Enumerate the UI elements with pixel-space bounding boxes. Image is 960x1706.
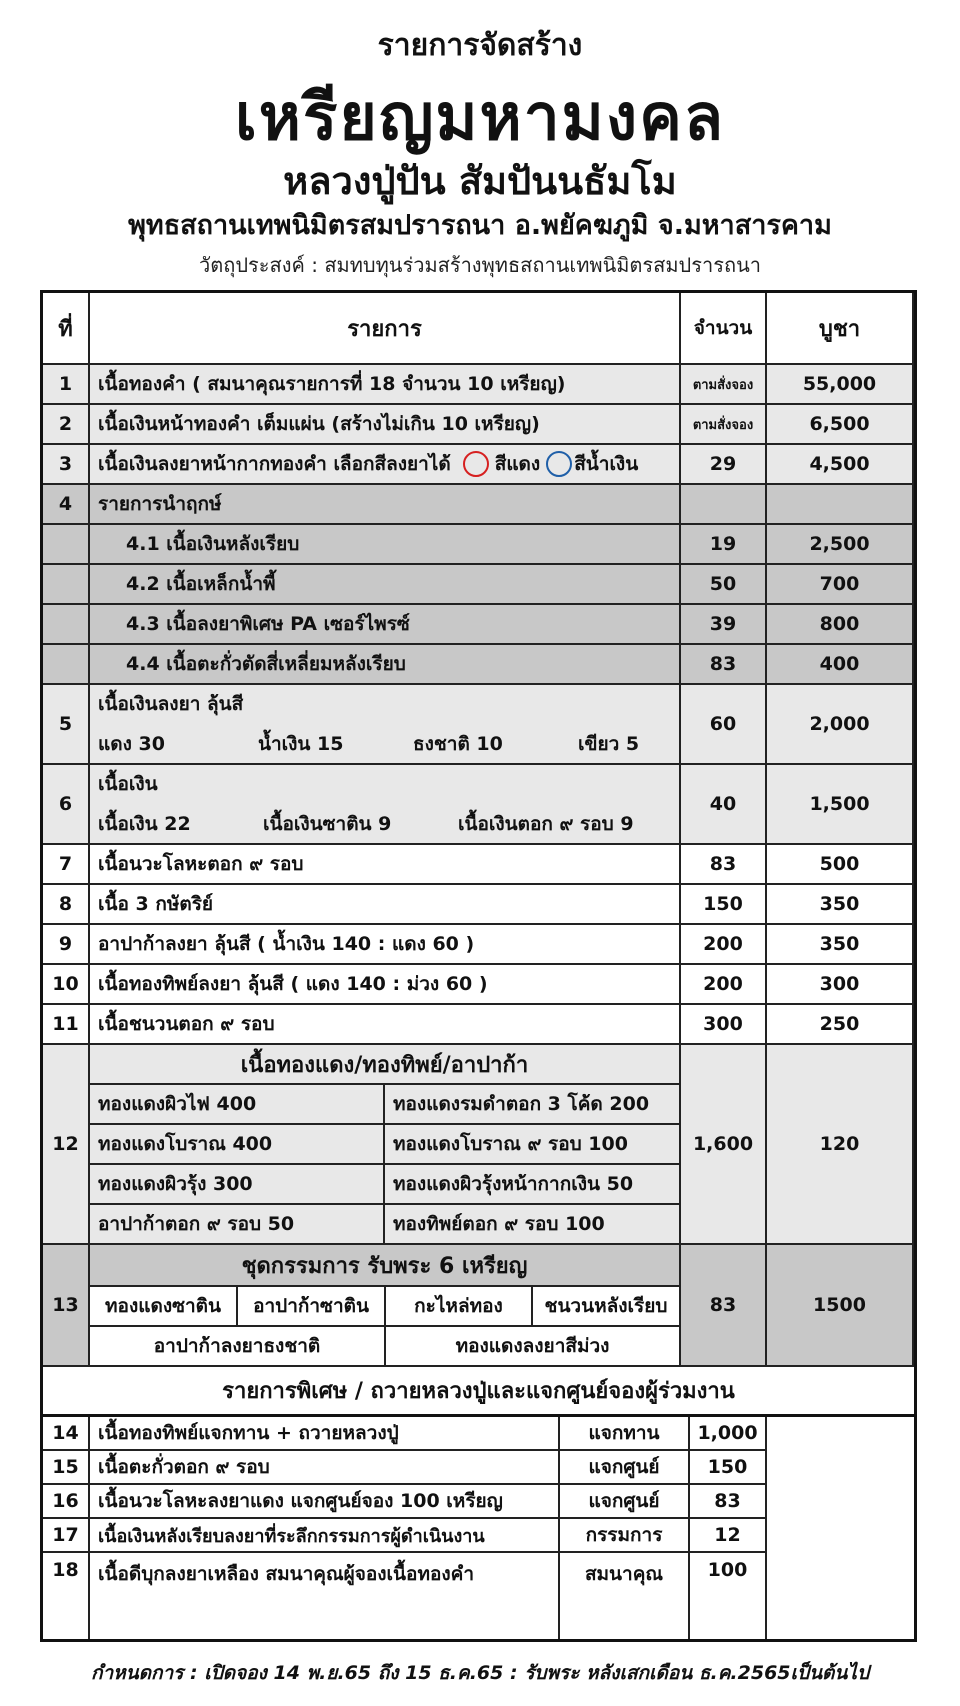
row-12-qty: 1,600 <box>681 1045 767 1245</box>
row-7-item: เนื้อนวะโลหะตอก ๙ รอบ <box>90 845 681 885</box>
row-13-item-3: กะไหล่ทอง <box>386 1287 533 1327</box>
row-10-item: เนื้อทองทิพย์ลงยา ลุ้นสี ( แดง 140 : ม่วง 60 ) <box>90 965 681 1005</box>
row-10-qty: 200 <box>681 965 767 1005</box>
row-13-title: ชุดกรรมการ รับพระ 6 เหรียญ <box>90 1245 681 1287</box>
row-3-price: 4,500 <box>767 445 914 485</box>
row-18-item: เนื้อดีบุกลงยาเหลือง สมนาคุณผู้จองเนื้อทองคำ <box>90 1553 560 1639</box>
row-6-price: 1,500 <box>767 765 914 845</box>
row-6-sub-items <box>98 804 634 844</box>
row-13-item-6: ทองแดงลงยาสีม่วง <box>386 1327 681 1367</box>
row-5-no: 5 <box>43 685 90 765</box>
row-4-1-item: 4.1 เนื้อเงินหลังเรียบ <box>90 525 681 565</box>
col-header-item: รายการ <box>90 293 681 365</box>
row-9-qty: 200 <box>681 925 767 965</box>
row-17-item: เนื้อเงินหลังเรียบลงยาที่ระลึกกรรมการผู้ดำเนินงาน <box>90 1519 560 1553</box>
row-7-price: 500 <box>767 845 914 885</box>
row-2-qty: ตามสั่งจอง <box>681 405 767 445</box>
row-2-no: 2 <box>43 405 90 445</box>
row-12-item-4: ทองแดงโบราณ ๙ รอบ 100 <box>385 1125 681 1165</box>
header-objective: วัตถุประสงค์ : สมทบทุนร่วมสร้างพุทธสถานเทพนิมิตรสมปรารถนา <box>199 253 761 277</box>
row-9-item: อาปาก้าลงยา ลุ้นสี ( น้ำเงิน 140 : แดง 60 ) <box>90 925 681 965</box>
row-12-item-2: ทองแดงรมดำตอก 3 โค้ด 200 <box>385 1085 681 1125</box>
row-11-no: 11 <box>43 1005 90 1045</box>
row-3-red-label: สีแดง <box>494 453 541 475</box>
row-14-item: เนื้อทองทิพย์แจกทาน + ถวายหลวงปู่ <box>90 1417 560 1451</box>
row-2-item: เนื้อเงินหน้าทองคำ เต็มแผ่น (สร้างไม่เกิน 10 เหรียญ) <box>90 405 681 445</box>
row-7-qty: 83 <box>681 845 767 885</box>
row-13-item-1: ทองแดงซาติน <box>90 1287 238 1327</box>
row-8-item: เนื้อ 3 กษัตริย์ <box>90 885 681 925</box>
row-4-3-price: 800 <box>767 605 914 645</box>
row-1-qty: ตามสั่งจอง <box>681 365 767 405</box>
row-5-item-cell <box>90 685 681 765</box>
row-9-no: 9 <box>43 925 90 965</box>
header-location: พุทธสถานเทพนิมิตรสมปรารถนา อ.พยัคฆภูมิ จ.มหาสารคาม <box>128 210 832 241</box>
row-5-sub-2: น้ำเงิน 15 <box>258 733 344 755</box>
row-5-sub-4: เขียว 5 <box>578 733 640 755</box>
row-4-4-qty: 83 <box>681 645 767 685</box>
row-17-no: 17 <box>43 1519 90 1553</box>
row-5-price: 2,000 <box>767 685 914 765</box>
row-12-item-7: อาปาก้าตอก ๙ รอบ 50 <box>90 1205 385 1245</box>
row-14-no: 14 <box>43 1417 90 1451</box>
row-17-qty: 12 <box>690 1519 767 1553</box>
row-6-sub-3: เนื้อเงินตอก ๙ รอบ 9 <box>458 813 634 835</box>
row-4-1-qty: 19 <box>681 525 767 565</box>
row-13-qty: 83 <box>681 1245 767 1367</box>
row-4-price <box>767 485 914 525</box>
row-12-item-1: ทองแดงผิวไฟ 400 <box>90 1085 385 1125</box>
row-10-no: 10 <box>43 965 90 1005</box>
row-13-no: 13 <box>43 1245 90 1367</box>
row-4-no: 4 <box>43 485 90 525</box>
row-1-no: 1 <box>43 365 90 405</box>
special-blank-column <box>767 1417 914 1639</box>
special-title: รายการพิเศษ / ถวายหลวงปู่และแจกศูนย์จองผู้ร่วมงาน <box>43 1367 914 1417</box>
row-13-price: 1500 <box>767 1245 914 1367</box>
row-5-qty: 60 <box>681 685 767 765</box>
row-18-type: สมนาคุณ <box>560 1553 690 1639</box>
row-16-qty: 83 <box>690 1485 767 1519</box>
row-10-price: 300 <box>767 965 914 1005</box>
row-3-qty: 29 <box>681 445 767 485</box>
row-6-qty: 40 <box>681 765 767 845</box>
row-3-item: เนื้อเงินลงยาหน้ากากทองคำ เลือกสีลงยาได้ <box>98 453 451 475</box>
row-15-item: เนื้อตะกั่วตอก ๙ รอบ <box>90 1451 560 1485</box>
row-5-sub-3: ธงชาติ 10 <box>413 733 503 755</box>
price-table <box>40 290 917 1642</box>
header-line1: รายการจัดสร้าง <box>377 28 583 63</box>
row-4-3-qty: 39 <box>681 605 767 645</box>
row-14-type: แจกทาน <box>560 1417 690 1451</box>
row-15-no: 15 <box>43 1451 90 1485</box>
row-4-4-price: 400 <box>767 645 914 685</box>
row-2-price: 6,500 <box>767 405 914 445</box>
row-6-item-cell <box>90 765 681 845</box>
col-header-no: ที่ <box>43 293 90 365</box>
row-4-1-price: 2,500 <box>767 525 914 565</box>
row-6-sub-2: เนื้อเงินซาติน 9 <box>263 813 392 835</box>
row-1-price: 55,000 <box>767 365 914 405</box>
row-11-item: เนื้อชนวนตอก ๙ รอบ <box>90 1005 681 1045</box>
blue-circle-icon <box>546 451 572 477</box>
row-4-item: รายการนำฤกษ์ <box>90 485 681 525</box>
row-13-item-4: ชนวนหลังเรียบ <box>533 1287 681 1327</box>
row-14-qty: 1,000 <box>690 1417 767 1451</box>
row-17-type: กรรมการ <box>560 1519 690 1553</box>
row-11-qty: 300 <box>681 1005 767 1045</box>
row-13-item-5: อาปาก้าลงยาธงชาติ <box>90 1327 386 1367</box>
row-4-3-no <box>43 605 90 645</box>
red-circle-icon <box>463 451 489 477</box>
row-4-1-no <box>43 525 90 565</box>
row-12-item-8: ทองทิพย์ตอก ๙ รอบ 100 <box>385 1205 681 1245</box>
row-9-price: 350 <box>767 925 914 965</box>
row-4-2-no <box>43 565 90 605</box>
row-5-sub-1: แดง 30 <box>98 733 165 755</box>
col-header-price: บูชา <box>767 293 914 365</box>
row-13-item-2: อาปาก้าซาติน <box>238 1287 386 1327</box>
row-8-no: 8 <box>43 885 90 925</box>
row-4-2-item: 4.2 เนื้อเหล็กน้ำพี้ <box>90 565 681 605</box>
header-monk-name: หลวงปู่ปัน สัมปันนธัมโม <box>283 159 677 203</box>
row-18-qty: 100 <box>690 1553 767 1639</box>
row-18-no: 18 <box>43 1553 90 1639</box>
header-title: เหรียญมหามงคล <box>234 80 726 155</box>
row-7-no: 7 <box>43 845 90 885</box>
row-12-no: 12 <box>43 1045 90 1245</box>
row-5-sub-items <box>98 724 639 764</box>
row-8-price: 350 <box>767 885 914 925</box>
row-12-item-3: ทองแดงโบราณ 400 <box>90 1125 385 1165</box>
row-6-item: เนื้อเงิน <box>98 773 158 795</box>
row-15-type: แจกศูนย์ <box>560 1451 690 1485</box>
col-header-qty: จำนวน <box>681 293 767 365</box>
row-16-item: เนื้อนวะโลหะลงยาแดง แจกศูนย์จอง 100 เหรียญ <box>90 1485 560 1519</box>
row-4-2-price: 700 <box>767 565 914 605</box>
row-16-type: แจกศูนย์ <box>560 1485 690 1519</box>
row-15-qty: 150 <box>690 1451 767 1485</box>
row-12-item-6: ทองแดงผิวรุ้งหน้ากากเงิน 50 <box>385 1165 681 1205</box>
row-16-no: 16 <box>43 1485 90 1519</box>
row-6-sub-1: เนื้อเงิน 22 <box>98 813 191 835</box>
row-3-blue-label: สีน้ำเงิน <box>574 453 639 475</box>
row-5-item: เนื้อเงินลงยา ลุ้นสี <box>98 693 244 715</box>
row-4-3-item: 4.3 เนื้อลงยาพิเศษ PA เซอร์ไพรซ์ <box>90 605 681 645</box>
row-6-no: 6 <box>43 765 90 845</box>
row-4-2-qty: 50 <box>681 565 767 605</box>
row-4-4-item: 4.4 เนื้อตะกั่วตัดสี่เหลี่ยมหลังเรียบ <box>90 645 681 685</box>
footer-schedule: กำหนดการ : เปิดจอง 14 พ.ย.65 ถึง 15 ธ.ค.65 : รับพระ หลังเสกเดือน ธ.ค.2565เป็นต้นไป <box>90 1662 870 1684</box>
row-12-title: เนื้อทองแดง/ทองทิพย์/อาปาก้า <box>90 1045 681 1085</box>
row-3-item-cell <box>90 445 681 485</box>
row-8-qty: 150 <box>681 885 767 925</box>
row-3-no: 3 <box>43 445 90 485</box>
row-4-qty <box>681 485 767 525</box>
row-11-price: 250 <box>767 1005 914 1045</box>
row-1-item: เนื้อทองคำ ( สมนาคุณรายการที่ 18 จำนวน 10 เหรียญ) <box>90 365 681 405</box>
row-12-price: 120 <box>767 1045 914 1245</box>
row-12-item-5: ทองแดงผิวรุ้ง 300 <box>90 1165 385 1205</box>
row-4-4-no <box>43 645 90 685</box>
